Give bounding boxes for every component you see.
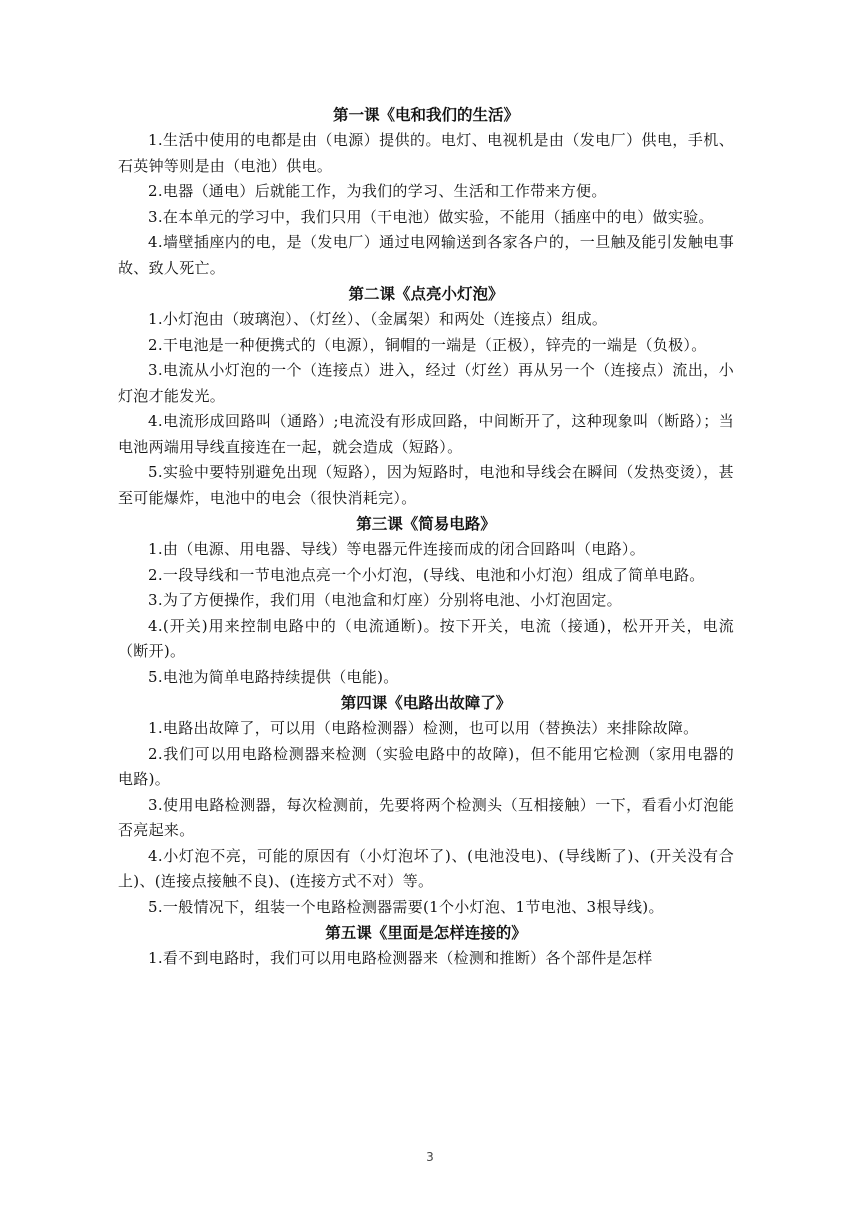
lesson-3 [118, 511, 734, 690]
lesson-item: 1.由（电源、用电器、导线）等电器元件连接而成的闭合回路叫（电路）。 [148, 540, 646, 558]
lesson-item: 4.(开关)用来控制电路中的（电流通断)。按下开关，电流（接通)，松开开关，电流（断开)。 [118, 616, 734, 660]
lesson-item: 1.生活中使用的电都是由（电源）提供的。电灯、电视机是由（发电厂）供电，手机、石英钟等则是由（电池）供电。 [118, 131, 734, 175]
lesson-item: 4.墙壁插座内的电，是（发电厂）通过电网输送到各家各户的，一旦触及能引发触电事故、致人死亡。 [118, 233, 734, 277]
lesson-item: 2.干电池是一种便携式的（电源），铜帽的一端是（正极），锌壳的一端是（负极）。 [148, 335, 707, 354]
page-number: 3 [426, 1150, 434, 1164]
lesson-item: 1.小灯泡由（玻璃泡）、（灯丝）、（金属架）和两处（连接点）组成。 [148, 310, 608, 328]
lesson-title: 第二课《点亮小灯泡》 [348, 285, 504, 303]
lesson-item: 4.电流形成回路叫（通路）;电流没有形成回路，中间断开了，这种现象叫（断路）；当电池两端用导线直接连在一起，就会造成（短路）。 [118, 412, 734, 456]
lesson-5 [118, 920, 734, 972]
lesson-item: 2.电器（通电）后就能工作，为我们的学习、生活和工作带来方便。 [148, 182, 607, 200]
lesson-item: 2.我们可以用电路检测器来检测（实验电路中的故障)，但不能用它检测（家用电器的电路)。 [118, 744, 734, 788]
lesson-item: 3.在本单元的学习中，我们只用（干电池）做实验，不能用（插座中的电）做实验。 [148, 207, 714, 226]
lesson-item: 1.看不到电路时，我们可以用电路检测器来（检测和推断）各个部件是怎样 [148, 949, 653, 967]
document-body [118, 102, 734, 972]
lesson-item: 5.一般情况下，组装一个电路检测器需要(1个小灯泡、1节电池、3根导线)。 [148, 897, 664, 916]
lesson-title: 第一课《电和我们的生活》 [332, 106, 519, 124]
lesson-title: 第五课《里面是怎样连接的》 [325, 924, 527, 942]
lesson-item: 3.使用电路检测器，每次检测前，先要将两个检测头（互相接触）一下，看看小灯泡能否亮起来。 [118, 795, 734, 839]
lesson-1 [118, 102, 734, 281]
lesson-2 [118, 281, 734, 511]
lesson-title: 第三课《简易电路》 [356, 515, 496, 533]
lesson-item: 4.小灯泡不亮，可能的原因有（小灯泡坏了)、(电池没电)、(导线断了)、(开关没有合上)、(连接点接触不良)、(连接方式不对）等。 [118, 846, 734, 890]
lesson-4 [118, 690, 734, 920]
lesson-item: 5.实验中要特别避免出现（短路），因为短路时，电池和导线会在瞬间（发热变烫），甚至可能爆炸，电池中的电会（很快消耗完）。 [118, 463, 734, 507]
lesson-item: 5.电池为简单电路持续提供（电能)。 [148, 667, 399, 686]
lesson-item: 3.电流从小灯泡的一个（连接点）进入，经过（灯丝）再从另一个（连接点）流出，小灯泡才能发光。 [118, 361, 734, 405]
lesson-title: 第四课《电路出故障了》 [340, 694, 512, 712]
lesson-item: 3.为了方便操作，我们用（电池盒和灯座）分别将电池、小灯泡固定。 [148, 591, 622, 609]
lesson-item: 1.电路出故障了，可以用（电路检测器）检测，也可以用（替换法）来排除故障。 [148, 719, 699, 737]
lesson-item: 2.一段导线和一节电池点亮一个小灯泡，(导线、电池和小灯泡）组成了简单电路。 [148, 565, 705, 584]
